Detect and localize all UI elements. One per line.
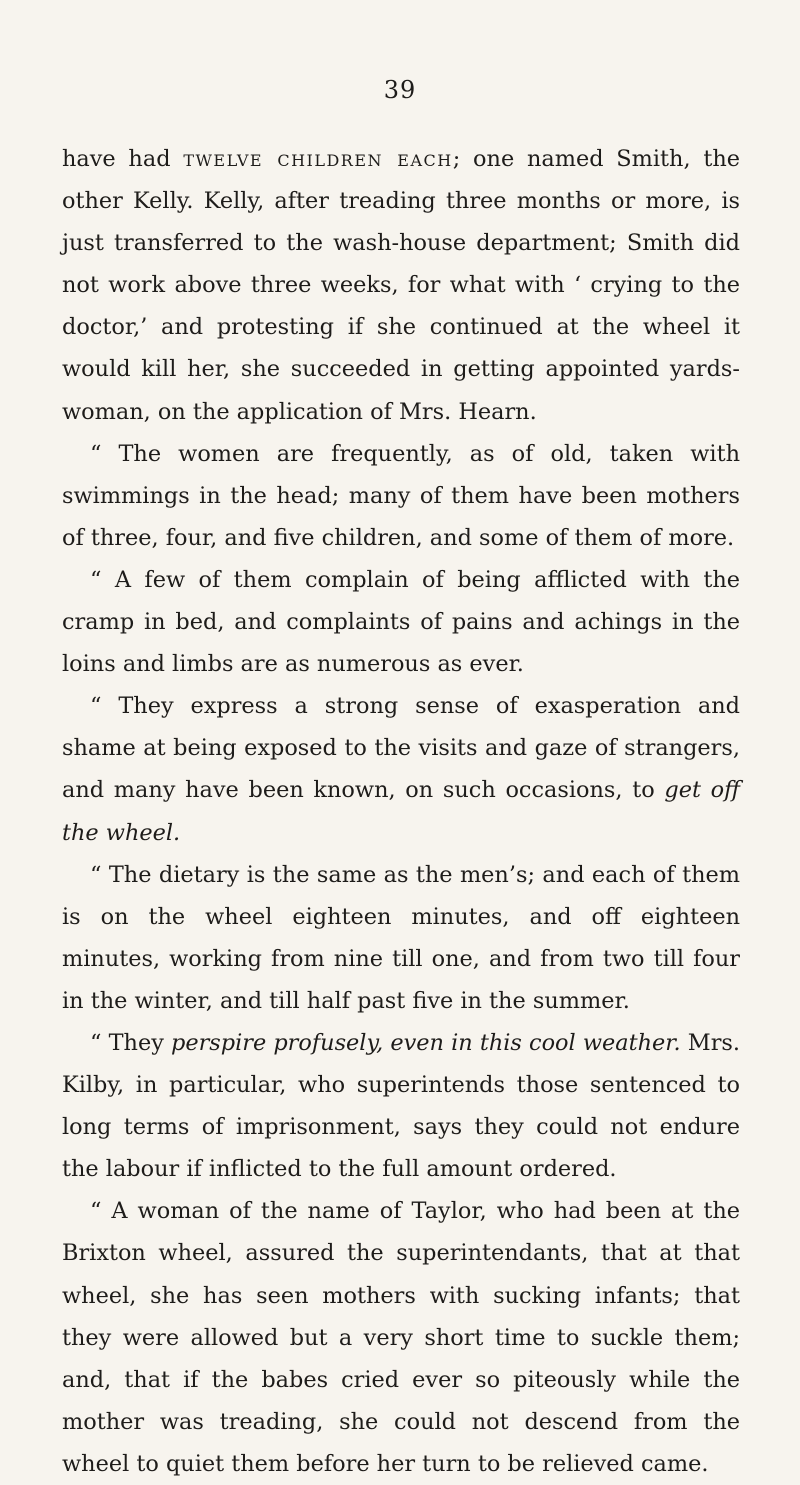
text-run: “ The dietary is the same as the men’s; and each of them is on the wheel eighteen minutes, and off eighteen minutes, working from nine till one, and from two till four in the winter, and till half past five in the summer. [62, 861, 740, 1014]
text-run: “ A woman of the name of Taylor, who had been at the Brixton wheel, assured the superintendants, that at that wheel, she has seen mothers with sucking infants; that they were allowed but a very short time to suckle them; and, that if the babes cried ever so piteously while the mother was treading, she could not descend from the wheel to quiet them before her turn to be relieved came. [62, 1198, 740, 1477]
paragraph [62, 854, 740, 1022]
text-run: “ The women are frequently, as of old, taken with swimmings in the head; many of them have been mothers of three, four, and five children, and some of them of more. [62, 440, 740, 551]
text-run: Mrs. Kilby, in particular, who superintends those sentenced to long terms of imprisonment, says they could not endure the labour if inflicted to the full amount ordered. [62, 1029, 741, 1183]
text-run: “ They [90, 1029, 171, 1056]
text-run-italic: perspire profusely, even in this cool weather. [170, 1029, 681, 1056]
text-run: ; one named Smith, the other Kelly. Kelly, after treading three months or more, is just transferred to the wash-house department; Smith did not work above three weeks, for what with ‘ crying to the doctor,’ and protesting if she continued at the wheel it would kill her, she succeeded in getting appointed yards-woman, on the application of Mrs. Hearn. [62, 146, 741, 425]
text-run-smallcaps: twelve children each [183, 146, 453, 172]
paragraph [62, 685, 740, 853]
page-number: 39 [383, 76, 417, 104]
paragraph [62, 1022, 740, 1190]
paragraph [62, 433, 740, 559]
text-run-italic: get off the wheel. [62, 777, 740, 846]
body-text [62, 138, 740, 1485]
text-run: “ A few of them complain of being afflicted with the cramp in bed, and complaints of pains and achings in the loins and limbs are as numerous as ever. [62, 566, 740, 678]
paragraph [62, 559, 740, 685]
text-run: “ They express a strong sense of exasperation and shame at being exposed to the visits and gaze of strangers, and many have been known, on such occasions, to [62, 693, 740, 804]
paragraph [62, 138, 740, 433]
text-run: have had [62, 146, 184, 172]
paragraph [62, 1190, 740, 1485]
